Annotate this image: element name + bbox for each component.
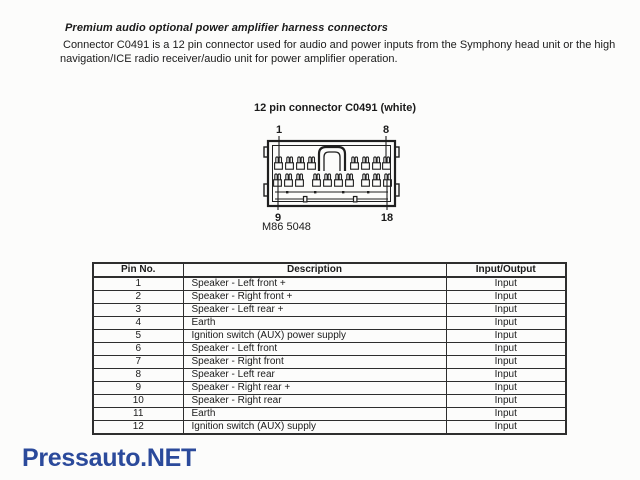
table-row bbox=[93, 421, 566, 435]
pin-number-cell: 2 bbox=[93, 291, 183, 304]
io-cell: Input bbox=[446, 317, 566, 330]
pin-number-cell: 11 bbox=[93, 408, 183, 421]
diagram-title: 12 pin connector C0491 (white) bbox=[254, 102, 416, 114]
table-row bbox=[93, 382, 566, 395]
table-row bbox=[93, 330, 566, 343]
io-cell: Input bbox=[446, 277, 566, 291]
io-cell: Input bbox=[446, 421, 566, 435]
terminal-icon bbox=[335, 174, 343, 186]
io-cell: Input bbox=[446, 408, 566, 421]
terminal-row-bottom bbox=[274, 174, 392, 186]
section-description bbox=[60, 38, 615, 66]
description-cell: Earth bbox=[183, 317, 446, 330]
pin-number-cell: 6 bbox=[93, 343, 183, 356]
description-line-1: Connector C0491 is a 12 pin connector used for audio and power inputs from the Symphony head unit or the high bbox=[63, 39, 616, 51]
terminal-icon bbox=[308, 157, 316, 169]
terminal-icon bbox=[324, 174, 332, 186]
io-cell: Input bbox=[446, 369, 566, 382]
side-tab-icon bbox=[264, 184, 268, 196]
table-row bbox=[93, 356, 566, 369]
table-row bbox=[93, 343, 566, 356]
side-tab-icon bbox=[395, 147, 399, 157]
table-row bbox=[93, 304, 566, 317]
terminal-icon bbox=[297, 157, 305, 169]
terminal-icon bbox=[373, 174, 381, 186]
description-cell: Speaker - Left rear bbox=[183, 369, 446, 382]
pin-table-body bbox=[93, 277, 566, 434]
pin-number-cell: 5 bbox=[93, 330, 183, 343]
pin-number-cell: 10 bbox=[93, 395, 183, 408]
table-header-row bbox=[93, 263, 566, 277]
col-header-pin: Pin No. bbox=[93, 263, 183, 277]
pin-label-18: 18 bbox=[380, 212, 394, 224]
pin-number-cell: 8 bbox=[93, 369, 183, 382]
description-cell: Earth bbox=[183, 408, 446, 421]
terminal-icon bbox=[285, 174, 293, 186]
pin-label-8: 8 bbox=[382, 124, 390, 136]
terminal-row-top bbox=[275, 157, 391, 169]
terminal-icon bbox=[362, 174, 370, 186]
table-row bbox=[93, 408, 566, 421]
latch-icon bbox=[319, 147, 345, 171]
io-cell: Input bbox=[446, 330, 566, 343]
section-heading: Premium audio optional power amplifier harness connectors bbox=[65, 22, 388, 34]
terminal-icon bbox=[362, 157, 370, 169]
col-header-description: Description bbox=[183, 263, 446, 277]
description-line-2: navigation/ICE radio receiver/audio unit for power amplifier operation. bbox=[60, 53, 398, 65]
io-cell: Input bbox=[446, 343, 566, 356]
description-cell: Ignition switch (AUX) power supply bbox=[183, 330, 446, 343]
pin-number-cell: 3 bbox=[93, 304, 183, 317]
terminal-icon bbox=[313, 174, 321, 186]
table-row bbox=[93, 291, 566, 304]
pin-number-cell: 9 bbox=[93, 382, 183, 395]
io-cell: Input bbox=[446, 395, 566, 408]
description-cell: Speaker - Right front bbox=[183, 356, 446, 369]
keying-detail bbox=[275, 191, 388, 202]
terminal-icon bbox=[296, 174, 304, 186]
description-cell: Speaker - Right front + bbox=[183, 291, 446, 304]
description-cell: Speaker - Left front + bbox=[183, 277, 446, 291]
table-row bbox=[93, 317, 566, 330]
pin-label-1: 1 bbox=[275, 124, 283, 136]
terminal-icon bbox=[373, 157, 381, 169]
pin-label-9: 9 bbox=[274, 212, 282, 224]
side-tab-icon bbox=[395, 184, 399, 196]
diagram-caption: M86 5048 bbox=[262, 221, 311, 233]
table-row bbox=[93, 395, 566, 408]
description-cell: Speaker - Right rear + bbox=[183, 382, 446, 395]
terminal-icon bbox=[286, 157, 294, 169]
side-tab-icon bbox=[264, 147, 268, 157]
pin-number-cell: 12 bbox=[93, 421, 183, 435]
table-row bbox=[93, 369, 566, 382]
col-header-io: Input/Output bbox=[446, 263, 566, 277]
description-cell: Speaker - Right rear bbox=[183, 395, 446, 408]
io-cell: Input bbox=[446, 382, 566, 395]
terminal-icon bbox=[351, 157, 359, 169]
description-cell: Speaker - Left front bbox=[183, 343, 446, 356]
terminal-icon bbox=[346, 174, 354, 186]
pin-number-cell: 1 bbox=[93, 277, 183, 291]
io-cell: Input bbox=[446, 304, 566, 317]
pin-table bbox=[92, 262, 567, 435]
description-cell: Speaker - Left rear + bbox=[183, 304, 446, 317]
table-row bbox=[93, 277, 566, 291]
watermark-logo: Pressauto.NET bbox=[22, 444, 196, 472]
pin-number-cell: 4 bbox=[93, 317, 183, 330]
io-cell: Input bbox=[446, 356, 566, 369]
pin-number-cell: 7 bbox=[93, 356, 183, 369]
description-cell: Ignition switch (AUX) supply bbox=[183, 421, 446, 435]
io-cell: Input bbox=[446, 291, 566, 304]
connector-diagram bbox=[255, 118, 435, 238]
